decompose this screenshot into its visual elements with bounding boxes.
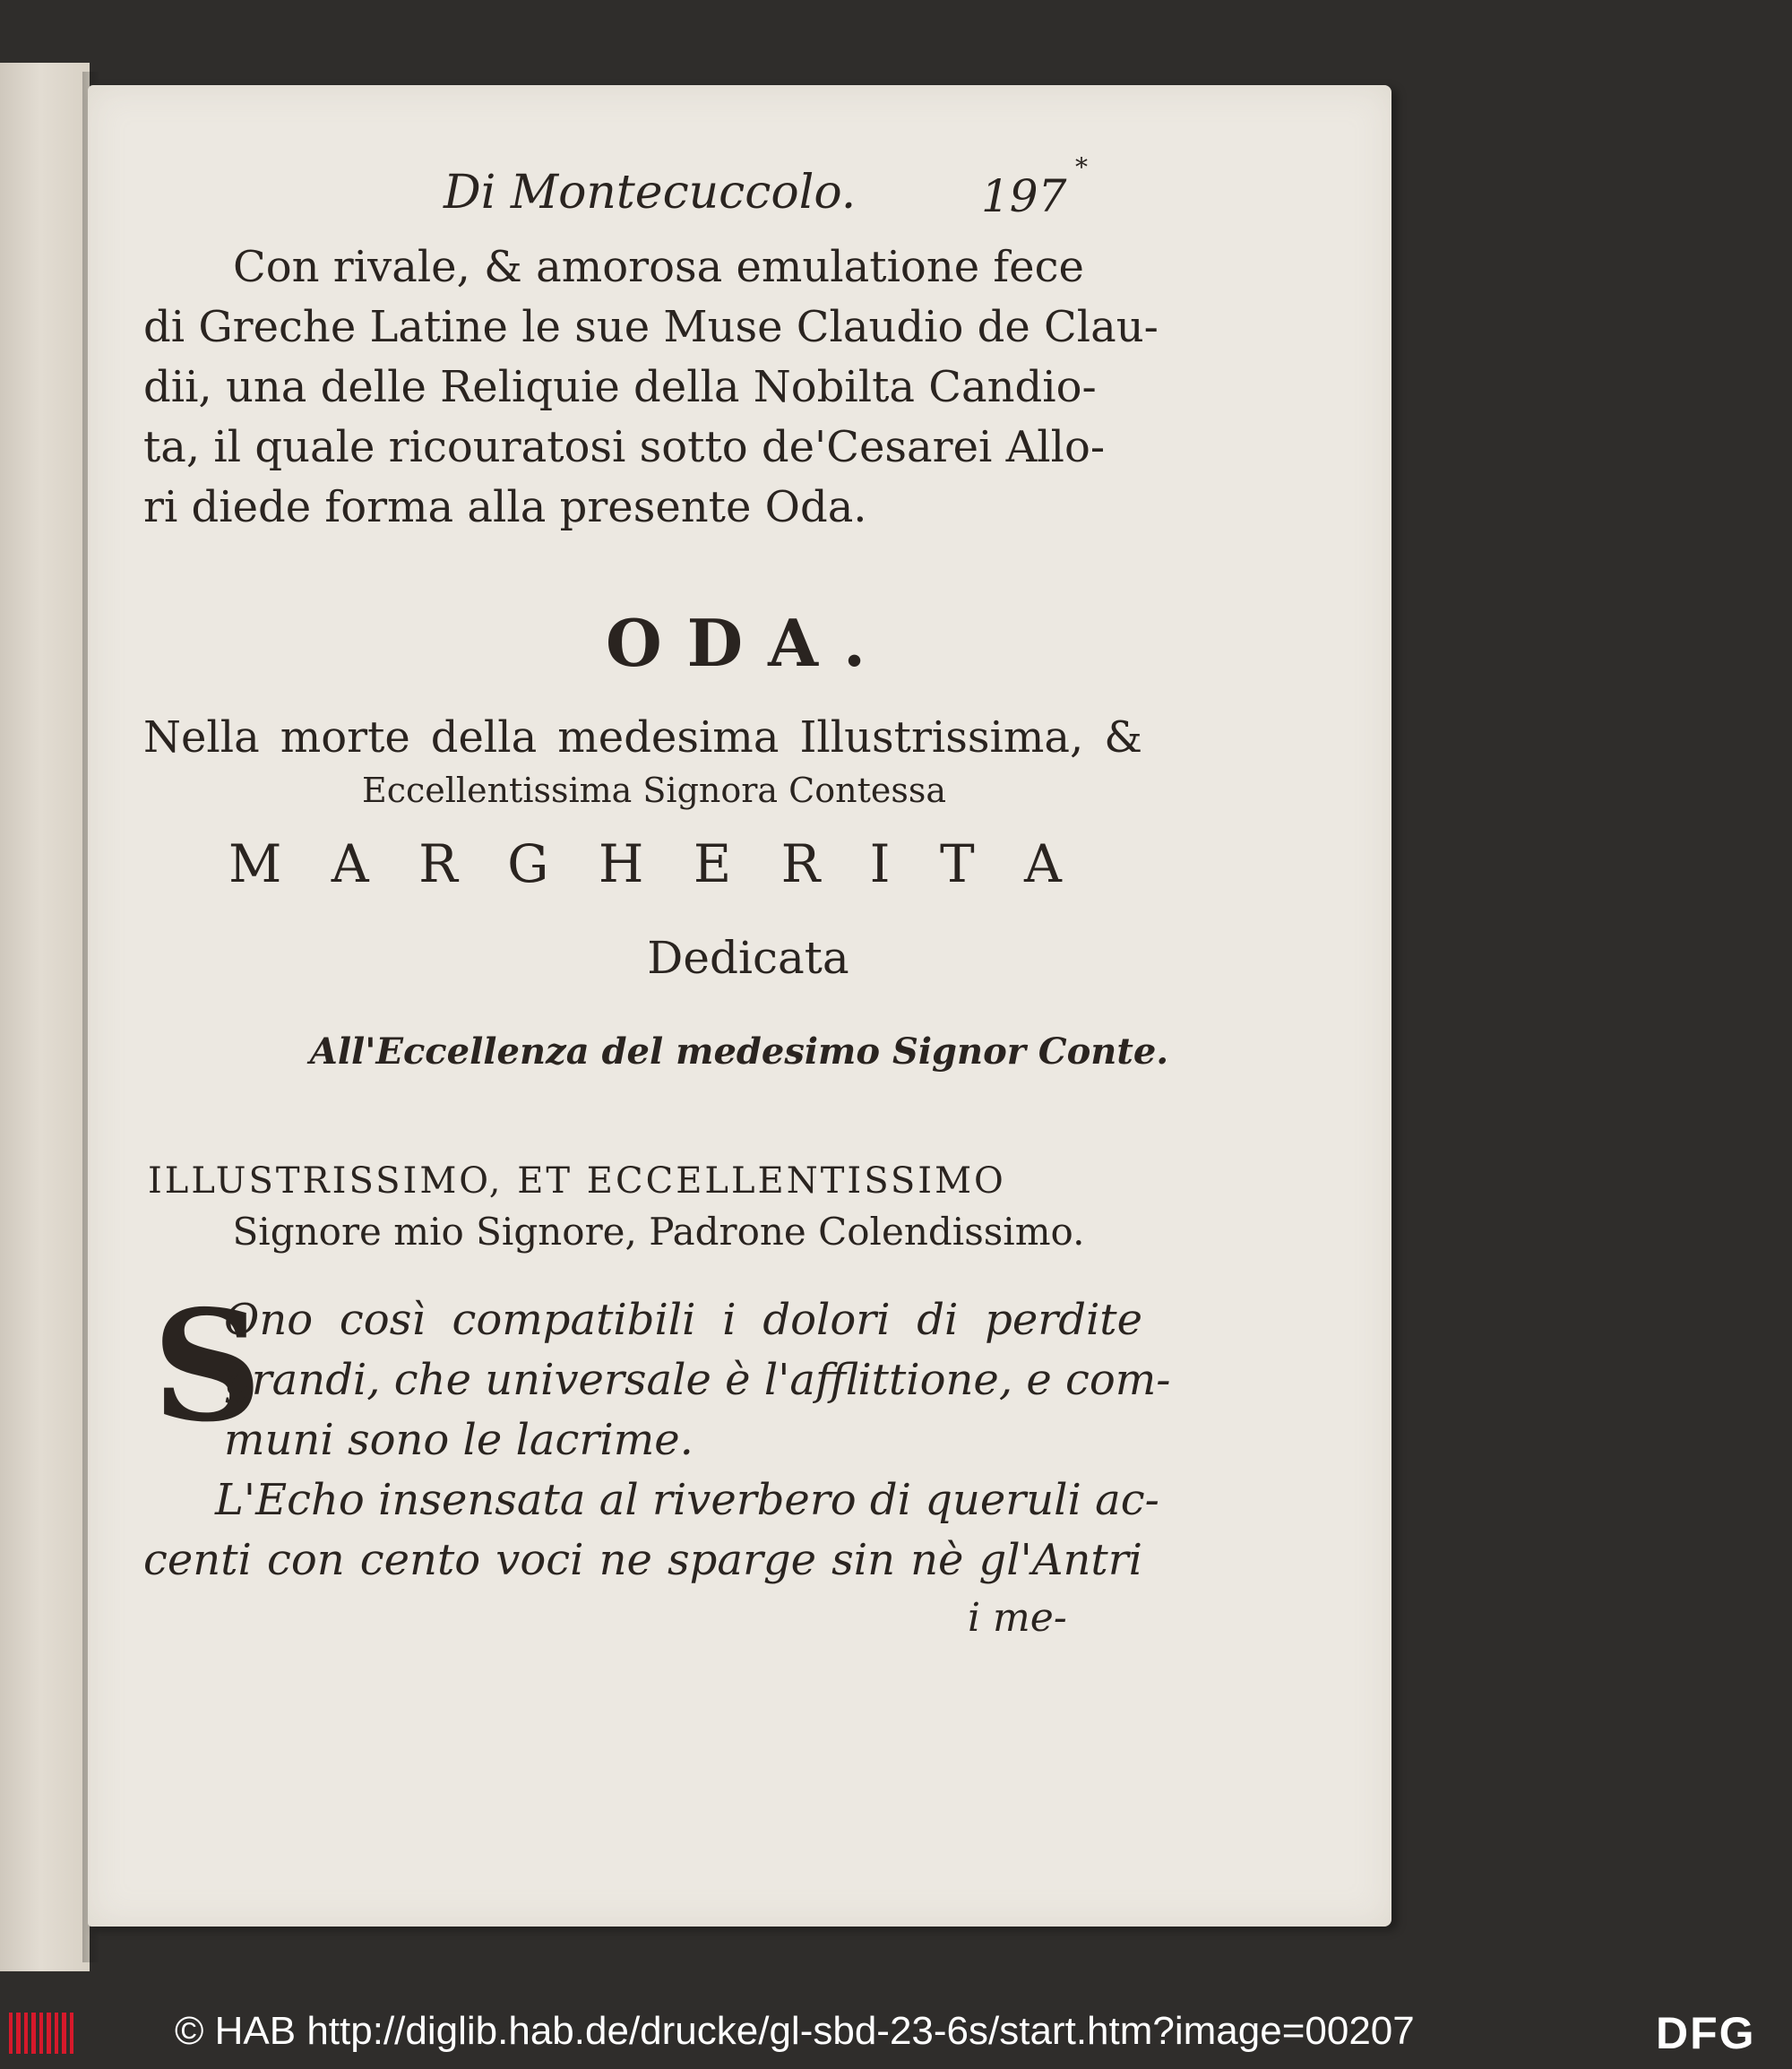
dedication-line: All'Eccellenza del medesimo Signor Conte. [309,1030,1169,1073]
salutation-line-1: ILLUSTRISSIMO, ET ECCELLENTISSIMO [148,1160,1006,1202]
name-letter: A [331,833,369,894]
copyright-url[interactable]: © HAB http://diglib.hab.de/drucke/gl-sbd-23-6s/start.htm?image=00207 [175,2009,1415,2053]
letter-line: Ono così compatibili i dolori di perdite [224,1295,1142,1345]
salutation-line-2: Signore mio Signore, Padrone Colendissimo. [232,1210,1085,1254]
intro-line: ri diede forma alla presente Oda. [143,482,867,532]
catchword: i me- [968,1595,1067,1641]
letter-line: grandi, che universale è l'afflittione, e com- [224,1355,1171,1405]
facing-page-edge [0,63,90,1971]
intro-line: di Greche Latine le sue Muse Claudio de Clau- [143,302,1159,352]
name-letter: M [228,833,282,894]
name-letter: R [780,833,821,894]
name-letter: T [939,833,975,894]
drop-cap: S [152,1277,263,1456]
name-letter: R [418,833,458,894]
name-margherita [228,833,1062,894]
intro-line: dii, una delle Reliquie della Nobilta Candio- [143,362,1097,412]
name-letter: I [869,833,891,894]
subtitle-line-2: Eccellentissima Signora Contessa [361,771,946,810]
name-letter: G [507,833,549,894]
intro-line: ta, il quale ricouratosi sotto de'Cesarei Allo- [143,422,1106,472]
page-number: 197 [981,170,1067,222]
letter-line: centi con cento voci ne sparge sin nè gl'Antri [143,1535,1142,1585]
letter-line: L'Echo insensata al riverbero di queruli ac- [215,1475,1159,1525]
name-letter: H [598,833,644,894]
letter-body [143,1277,1171,1591]
intro-paragraph [143,237,1159,538]
signature-mark: * [1075,152,1088,182]
name-letter: A [1024,833,1062,894]
dedicata-heading: Dedicata [647,932,849,984]
barcode-icon [9,2013,73,2054]
dfg-logo: DFG [1656,2008,1756,2058]
poem-title: ODA. [605,605,892,681]
running-title: Di Montecuccolo. [444,166,857,220]
subtitle-line-1: Nella morte della medesima Illustrissima, & [143,712,1142,763]
letter-line: muni sono le lacrime. [224,1415,694,1465]
footer-bar [0,1996,1792,2069]
name-letter: E [693,833,732,894]
intro-line: Con rivale, & amorosa emulatione fece [233,242,1084,292]
